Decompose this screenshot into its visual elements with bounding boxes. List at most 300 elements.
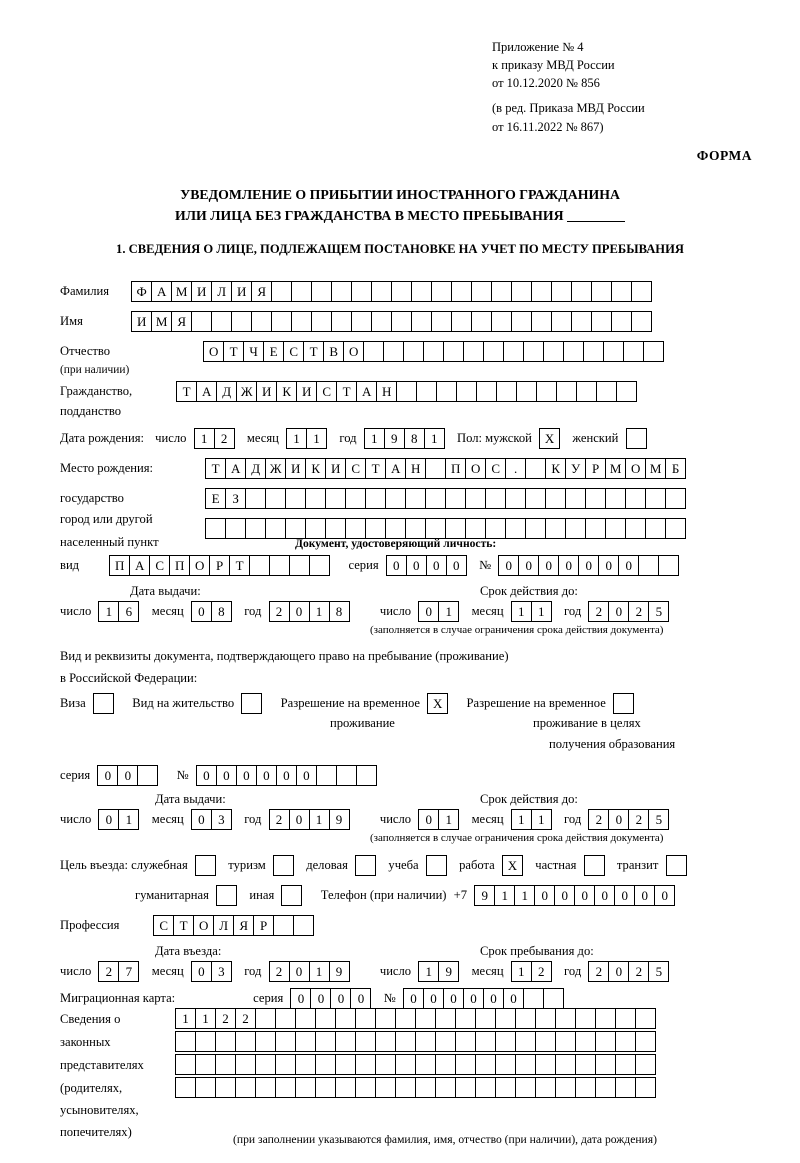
char-cell[interactable]: 1 — [309, 601, 330, 622]
char-cell[interactable]: 2 — [588, 809, 609, 830]
char-cell[interactable]: 0 — [483, 988, 504, 1009]
char-cell[interactable] — [495, 1008, 516, 1029]
char-cell[interactable] — [496, 381, 517, 402]
char-cell[interactable]: П — [169, 555, 190, 576]
char-cell[interactable] — [391, 311, 412, 332]
char-cell[interactable]: 9 — [474, 885, 495, 906]
char-cell[interactable]: 0 — [403, 988, 424, 1009]
name-cells[interactable] — [131, 311, 652, 332]
char-cell[interactable]: О — [465, 458, 486, 479]
char-cell[interactable]: 1 — [118, 809, 139, 830]
char-cell[interactable] — [543, 988, 564, 1009]
char-cell[interactable]: 2 — [628, 601, 649, 622]
char-cell[interactable] — [435, 1031, 456, 1052]
char-cell[interactable]: М — [171, 281, 192, 302]
char-cell[interactable] — [305, 518, 326, 539]
char-cell[interactable] — [583, 341, 604, 362]
char-cell[interactable] — [643, 341, 664, 362]
char-cell[interactable]: Т — [176, 381, 197, 402]
char-cell[interactable]: И — [256, 381, 277, 402]
char-cell[interactable] — [255, 1008, 276, 1029]
char-cell[interactable]: 0 — [608, 601, 629, 622]
char-cell[interactable]: Н — [376, 381, 397, 402]
char-cell[interactable]: С — [153, 915, 174, 936]
char-cell[interactable]: Т — [303, 341, 324, 362]
char-cell[interactable]: С — [485, 458, 506, 479]
char-cell[interactable]: 0 — [289, 809, 310, 830]
char-cell[interactable]: 0 — [196, 765, 217, 786]
purpose-other-checkbox[interactable] — [281, 885, 302, 906]
char-cell[interactable]: 1 — [511, 961, 532, 982]
char-cell[interactable] — [403, 341, 424, 362]
char-cell[interactable] — [293, 915, 314, 936]
char-cell[interactable] — [285, 488, 306, 509]
issue-year-cells[interactable] — [269, 601, 350, 622]
char-cell[interactable]: 2 — [628, 809, 649, 830]
birthplace-line1-cells[interactable] — [205, 458, 686, 479]
char-cell[interactable]: 2 — [235, 1008, 256, 1029]
char-cell[interactable] — [355, 1031, 376, 1052]
char-cell[interactable]: Т — [223, 341, 244, 362]
char-cell[interactable] — [491, 311, 512, 332]
char-cell[interactable]: 1 — [514, 885, 535, 906]
char-cell[interactable] — [551, 281, 572, 302]
char-cell[interactable] — [245, 518, 266, 539]
char-cell[interactable] — [465, 488, 486, 509]
char-cell[interactable]: 2 — [588, 961, 609, 982]
char-cell[interactable] — [475, 1054, 496, 1075]
char-cell[interactable]: 0 — [538, 555, 559, 576]
char-cell[interactable]: 1 — [194, 428, 215, 449]
char-cell[interactable]: 0 — [574, 885, 595, 906]
char-cell[interactable] — [205, 518, 226, 539]
char-cell[interactable]: 1 — [438, 601, 459, 622]
char-cell[interactable]: 9 — [329, 961, 350, 982]
char-cell[interactable]: 0 — [289, 961, 310, 982]
valid-day-cells[interactable] — [418, 601, 459, 622]
migration-number-cells[interactable] — [403, 988, 564, 1009]
char-cell[interactable]: О — [189, 555, 210, 576]
char-cell[interactable] — [191, 311, 212, 332]
char-cell[interactable] — [273, 915, 294, 936]
char-cell[interactable] — [575, 1031, 596, 1052]
char-cell[interactable] — [611, 281, 632, 302]
char-cell[interactable]: 2 — [98, 961, 119, 982]
char-cell[interactable] — [416, 381, 437, 402]
char-cell[interactable] — [435, 1054, 456, 1075]
char-cell[interactable] — [495, 1054, 516, 1075]
char-cell[interactable] — [215, 1031, 236, 1052]
char-cell[interactable] — [415, 1008, 436, 1029]
char-cell[interactable] — [505, 488, 526, 509]
char-cell[interactable] — [471, 281, 492, 302]
char-cell[interactable] — [515, 1031, 536, 1052]
char-cell[interactable] — [638, 555, 659, 576]
char-cell[interactable] — [545, 518, 566, 539]
char-cell[interactable] — [375, 1008, 396, 1029]
permit-valid-year-cells[interactable] — [588, 809, 669, 830]
char-cell[interactable]: 8 — [211, 601, 232, 622]
char-cell[interactable] — [505, 518, 526, 539]
char-cell[interactable] — [571, 311, 592, 332]
char-cell[interactable]: Т — [205, 458, 226, 479]
char-cell[interactable] — [555, 1054, 576, 1075]
char-cell[interactable]: Т — [229, 555, 250, 576]
char-cell[interactable]: А — [196, 381, 217, 402]
edu-residence-checkbox[interactable] — [613, 693, 634, 714]
char-cell[interactable]: А — [385, 458, 406, 479]
char-cell[interactable] — [385, 518, 406, 539]
char-cell[interactable] — [395, 1008, 416, 1029]
char-cell[interactable]: А — [129, 555, 150, 576]
legal-rep-line4-cells[interactable] — [175, 1077, 656, 1098]
char-cell[interactable] — [595, 1077, 616, 1098]
purpose-transit-checkbox[interactable] — [666, 855, 687, 876]
char-cell[interactable] — [635, 1054, 656, 1075]
char-cell[interactable]: У — [565, 458, 586, 479]
char-cell[interactable]: 0 — [418, 601, 439, 622]
char-cell[interactable] — [615, 1054, 636, 1075]
char-cell[interactable] — [475, 1077, 496, 1098]
char-cell[interactable]: 0 — [296, 765, 317, 786]
char-cell[interactable] — [665, 488, 686, 509]
char-cell[interactable]: 5 — [648, 809, 669, 830]
char-cell[interactable] — [275, 1008, 296, 1029]
char-cell[interactable]: Р — [209, 555, 230, 576]
char-cell[interactable]: Н — [405, 458, 426, 479]
legal-rep-line1-cells[interactable] — [175, 1008, 656, 1029]
char-cell[interactable] — [543, 341, 564, 362]
char-cell[interactable] — [355, 1077, 376, 1098]
visa-checkbox[interactable] — [93, 693, 114, 714]
char-cell[interactable]: 0 — [598, 555, 619, 576]
char-cell[interactable]: 0 — [618, 555, 639, 576]
char-cell[interactable]: 3 — [211, 961, 232, 982]
char-cell[interactable] — [575, 1054, 596, 1075]
purpose-humanitarian-checkbox[interactable] — [216, 885, 237, 906]
char-cell[interactable]: П — [445, 458, 466, 479]
char-cell[interactable] — [363, 341, 384, 362]
char-cell[interactable] — [503, 341, 524, 362]
char-cell[interactable]: 1 — [531, 809, 552, 830]
char-cell[interactable] — [311, 281, 332, 302]
char-cell[interactable] — [291, 311, 312, 332]
char-cell[interactable] — [451, 281, 472, 302]
char-cell[interactable] — [445, 518, 466, 539]
char-cell[interactable] — [431, 281, 452, 302]
char-cell[interactable] — [616, 381, 637, 402]
char-cell[interactable] — [555, 1077, 576, 1098]
char-cell[interactable]: 1 — [494, 885, 515, 906]
char-cell[interactable]: Л — [213, 915, 234, 936]
char-cell[interactable] — [535, 1008, 556, 1029]
char-cell[interactable]: Т — [336, 381, 357, 402]
char-cell[interactable]: 0 — [418, 809, 439, 830]
char-cell[interactable]: И — [296, 381, 317, 402]
char-cell[interactable]: И — [231, 281, 252, 302]
purpose-tourism-checkbox[interactable] — [273, 855, 294, 876]
char-cell[interactable]: Ж — [265, 458, 286, 479]
phone-cells[interactable] — [474, 885, 675, 906]
char-cell[interactable] — [625, 518, 646, 539]
char-cell[interactable]: 0 — [98, 809, 119, 830]
char-cell[interactable]: А — [151, 281, 172, 302]
char-cell[interactable] — [525, 518, 546, 539]
char-cell[interactable] — [516, 381, 537, 402]
char-cell[interactable]: 0 — [289, 601, 310, 622]
char-cell[interactable] — [635, 1077, 656, 1098]
char-cell[interactable] — [485, 488, 506, 509]
char-cell[interactable] — [289, 555, 310, 576]
char-cell[interactable] — [603, 341, 624, 362]
char-cell[interactable] — [495, 1031, 516, 1052]
char-cell[interactable] — [445, 488, 466, 509]
char-cell[interactable] — [215, 1054, 236, 1075]
char-cell[interactable]: Ж — [236, 381, 257, 402]
purpose-study-checkbox[interactable] — [426, 855, 447, 876]
char-cell[interactable] — [665, 518, 686, 539]
char-cell[interactable] — [471, 311, 492, 332]
char-cell[interactable] — [535, 1031, 556, 1052]
char-cell[interactable]: 2 — [269, 601, 290, 622]
valid-month-cells[interactable] — [511, 601, 552, 622]
char-cell[interactable] — [291, 281, 312, 302]
char-cell[interactable] — [235, 1031, 256, 1052]
birthplace-line2-cells[interactable] — [205, 488, 686, 509]
char-cell[interactable] — [615, 1031, 636, 1052]
citizenship-cells[interactable] — [176, 381, 637, 402]
char-cell[interactable]: 1 — [306, 428, 327, 449]
char-cell[interactable]: 0 — [350, 988, 371, 1009]
char-cell[interactable] — [335, 1008, 356, 1029]
char-cell[interactable] — [365, 488, 386, 509]
char-cell[interactable] — [235, 1054, 256, 1075]
permit-issue-day-cells[interactable] — [98, 809, 139, 830]
char-cell[interactable]: А — [225, 458, 246, 479]
purpose-business-checkbox[interactable] — [355, 855, 376, 876]
char-cell[interactable]: М — [151, 311, 172, 332]
char-cell[interactable]: М — [605, 458, 626, 479]
char-cell[interactable]: 1 — [511, 601, 532, 622]
char-cell[interactable] — [265, 488, 286, 509]
char-cell[interactable]: 2 — [215, 1008, 236, 1029]
char-cell[interactable]: 1 — [531, 601, 552, 622]
char-cell[interactable] — [631, 281, 652, 302]
doc-number-cells[interactable] — [498, 555, 679, 576]
char-cell[interactable]: Л — [211, 281, 232, 302]
char-cell[interactable] — [355, 1054, 376, 1075]
char-cell[interactable] — [411, 311, 432, 332]
char-cell[interactable]: 0 — [310, 988, 331, 1009]
char-cell[interactable]: Р — [585, 458, 606, 479]
char-cell[interactable] — [375, 1054, 396, 1075]
char-cell[interactable] — [515, 1008, 536, 1029]
char-cell[interactable] — [535, 1054, 556, 1075]
char-cell[interactable]: 0 — [426, 555, 447, 576]
char-cell[interactable]: Т — [173, 915, 194, 936]
char-cell[interactable] — [315, 1054, 336, 1075]
char-cell[interactable] — [269, 555, 290, 576]
char-cell[interactable] — [345, 518, 366, 539]
char-cell[interactable] — [476, 381, 497, 402]
char-cell[interactable] — [536, 381, 557, 402]
stay-year-cells[interactable] — [588, 961, 669, 982]
char-cell[interactable] — [585, 518, 606, 539]
char-cell[interactable]: О — [203, 341, 224, 362]
patronymic-cells[interactable] — [203, 341, 664, 362]
char-cell[interactable] — [325, 488, 346, 509]
char-cell[interactable]: 0 — [634, 885, 655, 906]
char-cell[interactable]: 0 — [518, 555, 539, 576]
char-cell[interactable] — [455, 1031, 476, 1052]
char-cell[interactable] — [525, 488, 546, 509]
issue-day-cells[interactable] — [98, 601, 139, 622]
char-cell[interactable]: . — [505, 458, 526, 479]
char-cell[interactable] — [175, 1031, 196, 1052]
char-cell[interactable] — [405, 488, 426, 509]
char-cell[interactable]: 9 — [438, 961, 459, 982]
char-cell[interactable]: Б — [665, 458, 686, 479]
char-cell[interactable]: С — [283, 341, 304, 362]
profession-cells[interactable] — [153, 915, 314, 936]
purpose-private-checkbox[interactable] — [584, 855, 605, 876]
purpose-work-checkbox[interactable]: X — [502, 855, 523, 876]
char-cell[interactable] — [311, 311, 332, 332]
char-cell[interactable]: 0 — [117, 765, 138, 786]
char-cell[interactable] — [585, 488, 606, 509]
char-cell[interactable] — [355, 1008, 376, 1029]
char-cell[interactable] — [495, 1077, 516, 1098]
char-cell[interactable] — [255, 1077, 276, 1098]
char-cell[interactable] — [415, 1054, 436, 1075]
char-cell[interactable] — [596, 381, 617, 402]
char-cell[interactable] — [195, 1031, 216, 1052]
doc-series-cells[interactable] — [386, 555, 467, 576]
char-cell[interactable] — [211, 311, 232, 332]
char-cell[interactable]: К — [276, 381, 297, 402]
char-cell[interactable] — [316, 765, 337, 786]
char-cell[interactable] — [435, 1077, 456, 1098]
char-cell[interactable] — [491, 281, 512, 302]
char-cell[interactable]: С — [316, 381, 337, 402]
char-cell[interactable] — [591, 311, 612, 332]
char-cell[interactable]: 0 — [463, 988, 484, 1009]
char-cell[interactable]: 8 — [329, 601, 350, 622]
residence-permit-checkbox[interactable] — [241, 693, 262, 714]
char-cell[interactable]: 0 — [608, 809, 629, 830]
char-cell[interactable]: 9 — [384, 428, 405, 449]
char-cell[interactable] — [215, 1077, 236, 1098]
char-cell[interactable] — [249, 555, 270, 576]
char-cell[interactable] — [645, 518, 666, 539]
char-cell[interactable] — [595, 1008, 616, 1029]
char-cell[interactable] — [405, 518, 426, 539]
char-cell[interactable] — [395, 1077, 416, 1098]
char-cell[interactable] — [456, 381, 477, 402]
char-cell[interactable] — [271, 281, 292, 302]
char-cell[interactable] — [425, 488, 446, 509]
char-cell[interactable] — [375, 1031, 396, 1052]
char-cell[interactable]: 2 — [269, 961, 290, 982]
char-cell[interactable]: 0 — [191, 961, 212, 982]
char-cell[interactable] — [335, 1031, 356, 1052]
char-cell[interactable] — [511, 281, 532, 302]
char-cell[interactable] — [615, 1077, 636, 1098]
stay-day-cells[interactable] — [418, 961, 459, 982]
char-cell[interactable]: Д — [216, 381, 237, 402]
char-cell[interactable]: 0 — [443, 988, 464, 1009]
char-cell[interactable] — [395, 1054, 416, 1075]
char-cell[interactable]: 2 — [214, 428, 235, 449]
char-cell[interactable]: 1 — [438, 809, 459, 830]
char-cell[interactable]: И — [285, 458, 306, 479]
char-cell[interactable] — [595, 1054, 616, 1075]
char-cell[interactable] — [385, 488, 406, 509]
char-cell[interactable] — [595, 1031, 616, 1052]
char-cell[interactable]: И — [325, 458, 346, 479]
permit-series-cells[interactable] — [97, 765, 158, 786]
char-cell[interactable]: 0 — [191, 601, 212, 622]
char-cell[interactable]: Т — [365, 458, 386, 479]
birth-day-cells[interactable] — [194, 428, 235, 449]
char-cell[interactable]: О — [193, 915, 214, 936]
char-cell[interactable]: В — [323, 341, 344, 362]
char-cell[interactable] — [375, 1077, 396, 1098]
char-cell[interactable]: О — [343, 341, 364, 362]
char-cell[interactable] — [565, 518, 586, 539]
permit-valid-day-cells[interactable] — [418, 809, 459, 830]
char-cell[interactable]: Е — [205, 488, 226, 509]
char-cell[interactable]: М — [645, 458, 666, 479]
char-cell[interactable] — [555, 1031, 576, 1052]
temp-residence-checkbox[interactable]: X — [427, 693, 448, 714]
char-cell[interactable] — [275, 1077, 296, 1098]
legal-rep-line3-cells[interactable] — [175, 1054, 656, 1075]
char-cell[interactable] — [431, 311, 452, 332]
purpose-official-checkbox[interactable] — [195, 855, 216, 876]
char-cell[interactable]: Р — [253, 915, 274, 936]
entry-year-cells[interactable] — [269, 961, 350, 982]
char-cell[interactable] — [575, 1077, 596, 1098]
char-cell[interactable]: 0 — [216, 765, 237, 786]
char-cell[interactable] — [195, 1054, 216, 1075]
char-cell[interactable]: 0 — [554, 885, 575, 906]
char-cell[interactable]: З — [225, 488, 246, 509]
migration-series-cells[interactable] — [290, 988, 371, 1009]
char-cell[interactable] — [245, 488, 266, 509]
char-cell[interactable]: 5 — [648, 601, 669, 622]
char-cell[interactable] — [525, 458, 546, 479]
char-cell[interactable] — [625, 488, 646, 509]
char-cell[interactable] — [383, 341, 404, 362]
char-cell[interactable]: 0 — [276, 765, 297, 786]
char-cell[interactable] — [631, 311, 652, 332]
char-cell[interactable] — [545, 488, 566, 509]
char-cell[interactable] — [415, 1031, 436, 1052]
char-cell[interactable]: 1 — [511, 809, 532, 830]
char-cell[interactable]: 0 — [503, 988, 524, 1009]
char-cell[interactable] — [531, 311, 552, 332]
char-cell[interactable] — [305, 488, 326, 509]
char-cell[interactable]: 0 — [290, 988, 311, 1009]
char-cell[interactable]: 6 — [118, 601, 139, 622]
char-cell[interactable]: 2 — [628, 961, 649, 982]
char-cell[interactable]: 0 — [191, 809, 212, 830]
char-cell[interactable] — [475, 1031, 496, 1052]
char-cell[interactable] — [523, 341, 544, 362]
char-cell[interactable] — [295, 1031, 316, 1052]
char-cell[interactable]: 0 — [558, 555, 579, 576]
